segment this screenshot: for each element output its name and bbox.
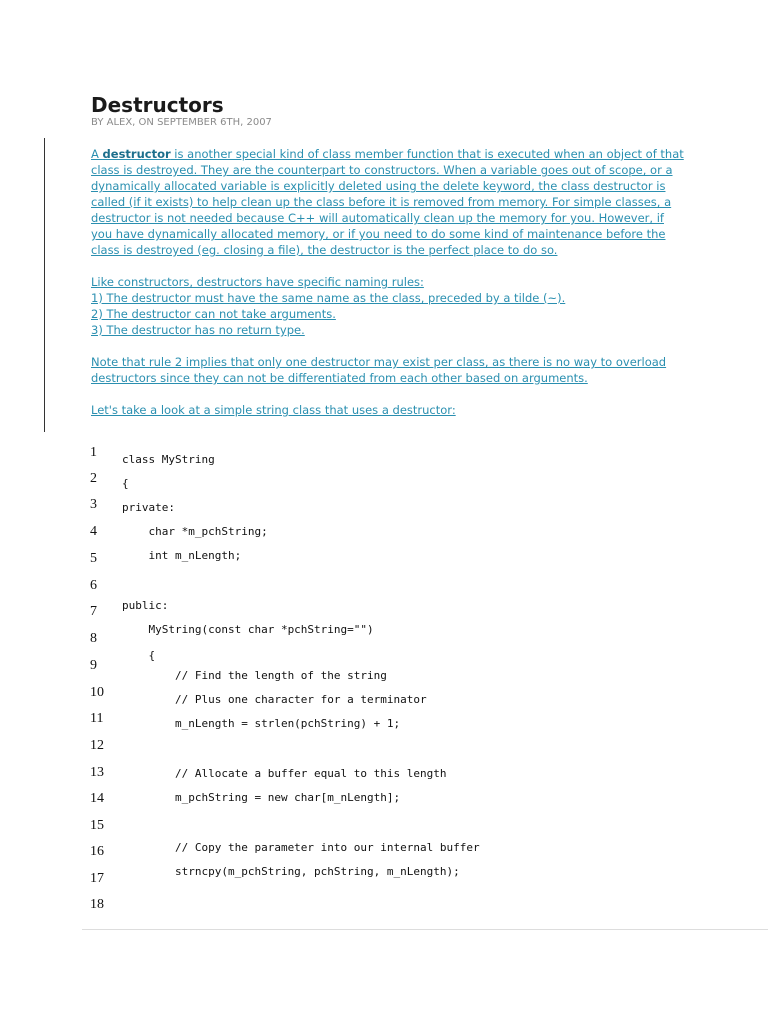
line-number: 1 (90, 445, 97, 460)
paragraph-line: Like constructors, destructors have specific naming rules: (91, 275, 424, 289)
line-number: 9 (90, 658, 97, 673)
paragraph-line: Note that rule 2 implies that only one destructor may exist per class, as there is no way to overload (91, 355, 667, 369)
code-line: class MyString (122, 453, 215, 466)
author-byline: BY ALEX, ON SEPTEMBER 6TH, 2007 (91, 117, 272, 128)
line-number: 14 (90, 791, 104, 806)
code-line: m_pchString = new char[m_nLength]; (122, 791, 401, 804)
code-line: // Plus one character for a terminator (122, 693, 427, 706)
paragraph-line: class is destroyed (eg. closing a file), the destructor is the perfect place to do so. (91, 243, 558, 257)
line-number: 18 (90, 897, 104, 912)
line-number: 4 (90, 524, 97, 539)
code-line: private: (122, 501, 175, 514)
destructor-keyword: destructor (102, 147, 171, 161)
rule-1: 1) The destructor must have the same name as the class, preceded by a tilde (~). (91, 291, 566, 305)
example-intro-paragraph[interactable] (91, 402, 691, 418)
line-number: 5 (90, 551, 97, 566)
paragraph-line: destructors since they can not be differentiated from each other based on arguments. (91, 371, 588, 385)
code-line: { (122, 649, 156, 662)
intro-paragraph[interactable] (91, 146, 691, 258)
margin-divider (44, 138, 45, 432)
line-number: 13 (90, 765, 104, 780)
line-number: 17 (90, 871, 104, 886)
code-line: { (122, 477, 129, 490)
line-number: 12 (90, 738, 104, 753)
code-line: strncpy(m_pchString, pchString, m_nLength); (122, 865, 460, 878)
code-line: // Allocate a buffer equal to this length (122, 767, 447, 780)
line-number: 6 (90, 578, 97, 593)
paragraph-line: Let's take a look at a simple string class that uses a destructor: (91, 403, 456, 417)
bottom-divider (82, 929, 768, 930)
code-line: // Copy the parameter into our internal buffer (122, 841, 480, 854)
code-line: m_nLength = strlen(pchString) + 1; (122, 717, 401, 730)
code-line: public: (122, 599, 169, 612)
line-number: 16 (90, 844, 104, 859)
line-number: 3 (90, 497, 97, 512)
page-title: Destructors (91, 93, 224, 117)
rule-2: 2) The destructor can not take arguments. (91, 307, 336, 321)
paragraph-line: called (if it exists) to help clean up the class before it is removed from memory. For simple classes, a (91, 195, 672, 209)
naming-rules-paragraph[interactable] (91, 274, 691, 338)
line-number: 7 (90, 604, 97, 619)
paragraph-line: you have dynamically allocated memory, or if you need to do some kind of maintenance before the (91, 227, 666, 241)
paragraph-line: dynamically allocated variable is explicitly deleted using the delete keyword, the class destructor is (91, 179, 666, 193)
line-number: 11 (90, 711, 104, 726)
line-number: 10 (90, 685, 104, 700)
rule-3: 3) The destructor has no return type. (91, 323, 305, 337)
line-number: 15 (90, 818, 104, 833)
code-line: // Find the length of the string (122, 669, 387, 682)
paragraph-line: A destructor is another special kind of class member function that is executed when an object of that (91, 147, 684, 161)
code-line: int m_nLength; (122, 549, 242, 562)
line-number: 2 (90, 471, 97, 486)
paragraph-line: class is destroyed. They are the counterpart to constructors. When a variable goes out of scope, or a (91, 163, 673, 177)
code-line: char *m_pchString; (122, 525, 268, 538)
article-body (91, 146, 691, 418)
line-number: 8 (90, 631, 97, 646)
overload-note-paragraph[interactable] (91, 354, 691, 386)
paragraph-line: destructor is not needed because C++ will automatically clean up the memory for you. However, if (91, 211, 664, 225)
code-line: MyString(const char *pchString="") (122, 623, 374, 636)
